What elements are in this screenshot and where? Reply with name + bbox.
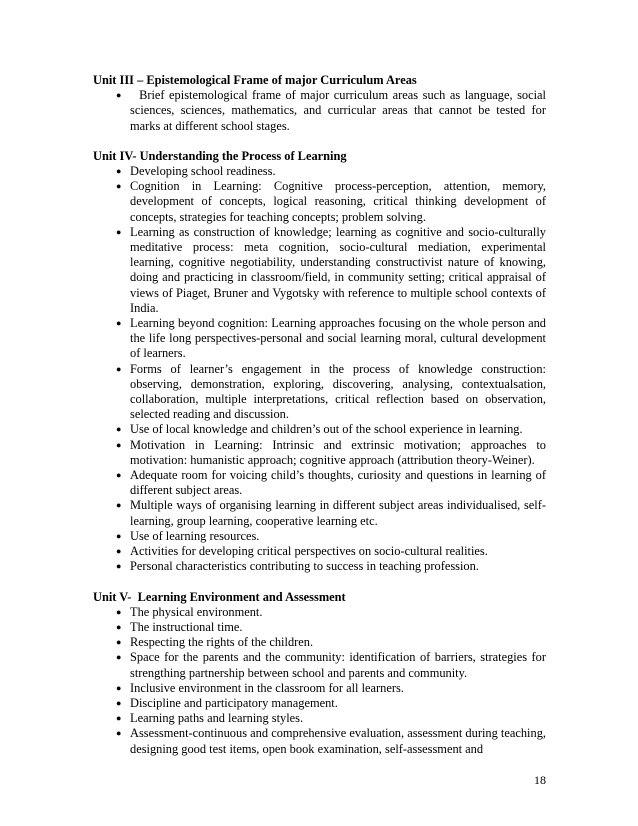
list-item: [93, 681, 546, 696]
list-item: [93, 362, 546, 423]
list-item: [93, 498, 546, 528]
bullet-icon: ●: [116, 439, 122, 450]
unit-v-list: [93, 605, 546, 757]
bullet-icon: ●: [116, 697, 122, 708]
bullet-icon: ●: [116, 500, 122, 511]
list-item-text: The physical environment.: [130, 604, 263, 619]
list-item: [93, 529, 546, 544]
bullet-icon: ●: [116, 424, 122, 435]
unit-iii-title: Unit III – Epistemological Frame of major Curriculum Areas: [93, 73, 417, 87]
document-page: [93, 73, 546, 772]
list-item-text: Brief epistemological frame of major curriculum areas such as language, social sciences, sciences, mathematics, and curricular areas that cannot be tested for marks at different school stages.: [130, 88, 546, 133]
unit-iv-list: [93, 164, 546, 574]
list-item: [93, 726, 546, 756]
bullet-icon: ●: [116, 530, 122, 541]
list-item-text: Learning as construction of knowledge; learning as cognitive and socio-culturally meditative process: meta cognition, socio-cultural mediation, experimental learning, cognitive negotiability, understanding constructivist nature of knowing, doing and practicing in classroom/field, in community setting; critical appraisal of views of Piaget, Bruner and Vygotsky with reference to multiple school contexts of India.: [130, 224, 546, 315]
list-item: [93, 225, 546, 316]
bullet-icon: ●: [116, 561, 122, 572]
list-item-text: Space for the parents and the community: identification of barriers, strategies for strengthing partnership between school and parents and community.: [130, 650, 546, 680]
bullet-icon: ●: [116, 637, 122, 648]
list-item-text: Use of learning resources.: [130, 528, 260, 543]
list-item: [93, 711, 546, 726]
list-item: [93, 179, 546, 225]
list-item-text: Cognition in Learning: Cognitive process-perception, attention, memory, development of concepts, logical reasoning, critical thinking development of concepts, strategies for teaching concepts; problem solving.: [130, 179, 546, 224]
list-item: [93, 164, 546, 179]
list-item: [93, 468, 546, 498]
bullet-icon: ●: [116, 226, 122, 237]
bullet-icon: ●: [116, 606, 122, 617]
unit-v-title: Unit V- Learning Environment and Assessment: [93, 589, 346, 604]
unit-iii-section: [93, 73, 546, 134]
list-item: [93, 605, 546, 620]
list-item: [93, 422, 546, 437]
list-item: [93, 544, 546, 559]
bullet-icon: ●: [116, 90, 122, 101]
list-item: [93, 438, 546, 468]
list-item-text: Personal characteristics contributing to success in teaching profession.: [130, 559, 479, 574]
list-item-text: Adequate room for voicing child’s thoughts, curiosity and questions in learning of different subject areas.: [130, 468, 546, 498]
page-number: 18: [534, 773, 546, 787]
list-item-text: Multiple ways of organising learning in different subject areas individualised, self-learning, group learning, cooperative learning etc.: [130, 498, 546, 528]
list-item-text: Activities for developing critical perspectives on socio-cultural realities.: [130, 544, 488, 559]
list-item-text: Forms of learner’s engagement in the process of knowledge construction: observing, demonstration, exploring, discovering, analysing, contextualsation, collaboration, multiple interpretations, critical reflection based on observation, selected reading and discussion.: [130, 361, 546, 422]
list-item: [93, 635, 546, 650]
bullet-icon: ●: [116, 713, 122, 724]
list-item-text: Developing school readiness.: [130, 164, 276, 179]
bullet-icon: ●: [116, 652, 122, 663]
list-item-text: The instructional time.: [130, 619, 243, 634]
bullet-icon: ●: [116, 318, 122, 329]
bullet-icon: ●: [116, 546, 122, 557]
bullet-icon: ●: [116, 728, 122, 739]
bullet-icon: ●: [116, 166, 122, 177]
list-item-text: Use of local knowledge and children’s out of the school experience in learning.: [130, 422, 523, 437]
bullet-icon: ●: [116, 470, 122, 481]
list-item: [93, 696, 546, 711]
bullet-icon: ●: [116, 621, 122, 632]
list-item-text: Discipline and participatory management.: [130, 695, 338, 710]
list-item-text: Assessment-continuous and comprehensive evaluation, assessment during teaching, designing good test items, open book examination, self-assessment and: [130, 726, 546, 756]
list-item: [93, 316, 546, 362]
bullet-icon: ●: [116, 682, 122, 693]
bullet-icon: ●: [116, 363, 122, 374]
list-item: [93, 88, 546, 134]
list-item-text: Motivation in Learning: Intrinsic and extrinsic motivation; approaches to motivation: humanistic approach; cognitive approach (attribution theory-Weiner).: [130, 437, 546, 467]
list-item-text: Inclusive environment in the classroom for all learners.: [130, 680, 404, 695]
unit-v-section: [93, 590, 546, 757]
list-item-text: Learning beyond cognition: Learning approaches focusing on the whole person and the life long perspectives-personal and social learning moral, cultural development of learners.: [130, 316, 546, 361]
unit-iv-title: Unit IV- Understanding the Process of Learning: [93, 148, 347, 163]
list-item: [93, 650, 546, 680]
list-item: [93, 620, 546, 635]
list-item: [93, 559, 546, 574]
unit-iv-section: [93, 149, 546, 575]
list-item-text: Learning paths and learning styles.: [130, 711, 304, 726]
unit-iii-list: [93, 88, 546, 134]
list-item-text: Respecting the rights of the children.: [130, 635, 314, 650]
bullet-icon: ●: [116, 181, 122, 192]
